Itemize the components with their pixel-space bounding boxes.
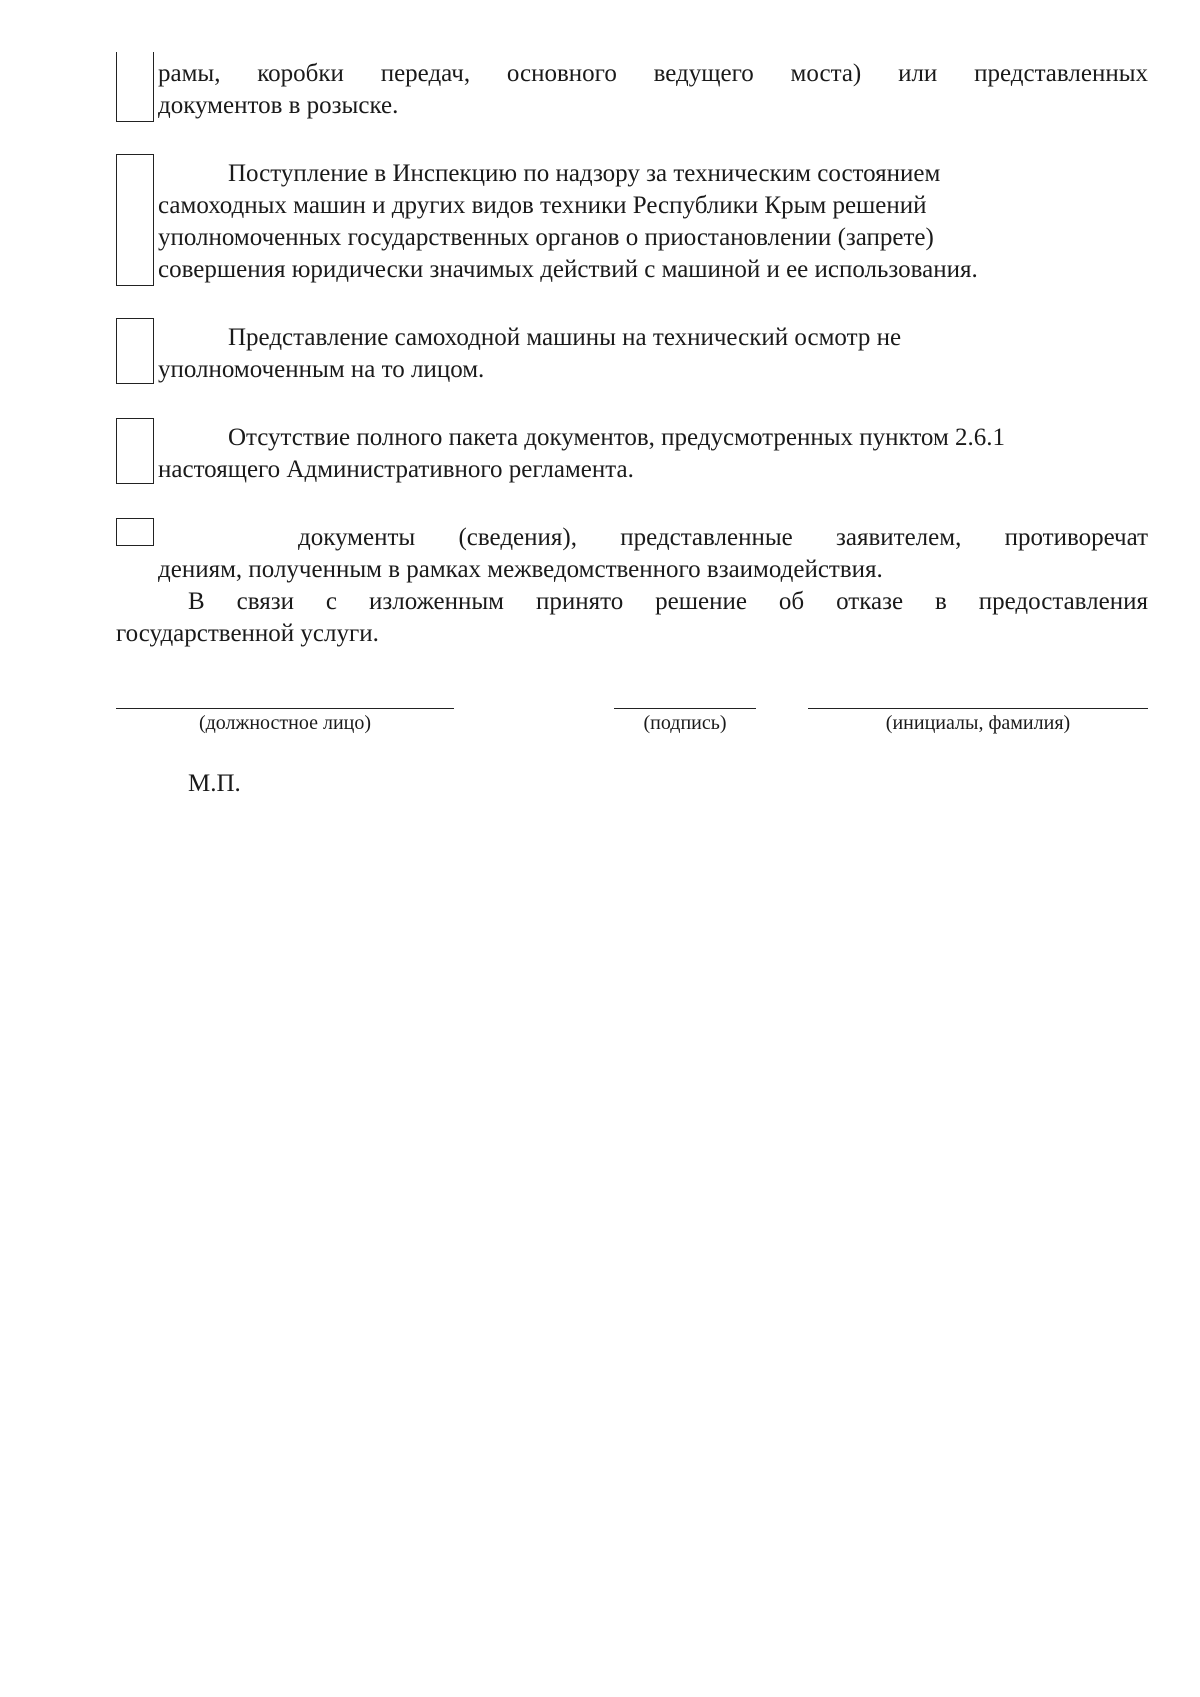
item-text-line: дениям, полученным в рамках межведомственного взаимодействия. [158, 556, 883, 583]
checkbox-unauthorized-person[interactable] [116, 318, 154, 384]
name-signature-line[interactable] [808, 708, 1148, 709]
item-search-documents [158, 58, 1148, 122]
item-contradictory-documents [158, 522, 1148, 586]
item-text-line: уполномоченным на то лицом. [158, 356, 485, 383]
item-text-line: Отсутствие полного пакета документов, предусмотренных пунктом 2.6.1 [228, 424, 1006, 451]
conclusion-text-line: В связи с изложенным принято решение об отказе в предоставления [188, 588, 1148, 615]
item-text-line: Поступление в Инспекцию по надзору за техническим состоянием [228, 160, 941, 187]
item-text-line: документы (сведения), представленные заявителем, противоречат [298, 524, 1148, 551]
official-label: (должностное лицо) [198, 712, 372, 734]
item-text-line: настоящего Административного регламента. [158, 456, 634, 483]
signature-label: (подпись) [643, 712, 727, 734]
item-text-line: документов в розыске. [158, 92, 399, 119]
item-incomplete-documents [158, 422, 1148, 486]
stamp-place: М.П. [188, 770, 241, 797]
item-unauthorized-person [158, 322, 1148, 386]
checkbox-search-documents[interactable] [116, 52, 154, 122]
name-label: (инициалы, фамилия) [885, 712, 1071, 734]
item-text-line: уполномоченных государственных органов о приостановлении (запрете) [158, 224, 934, 251]
item-text-line: Представление самоходной машины на технический осмотр не [228, 324, 902, 351]
checkbox-incomplete-documents[interactable] [116, 418, 154, 484]
official-signature-line[interactable] [116, 708, 454, 709]
checkbox-prohibition-decision[interactable] [116, 154, 154, 286]
conclusion-paragraph [116, 586, 1148, 650]
signature-line[interactable] [614, 708, 756, 709]
checkbox-contradictory-documents[interactable] [116, 518, 154, 546]
conclusion-text-line: государственной услуги. [116, 620, 379, 647]
item-text-line: самоходных машин и других видов техники Республики Крым решений [158, 192, 927, 219]
item-text-line: совершения юридически значимых действий с машиной и ее использования. [158, 256, 978, 283]
item-prohibition-decision [158, 158, 1148, 286]
item-text-line: рамы, коробки передач, основного ведущего моста) или представленных [158, 60, 1148, 87]
